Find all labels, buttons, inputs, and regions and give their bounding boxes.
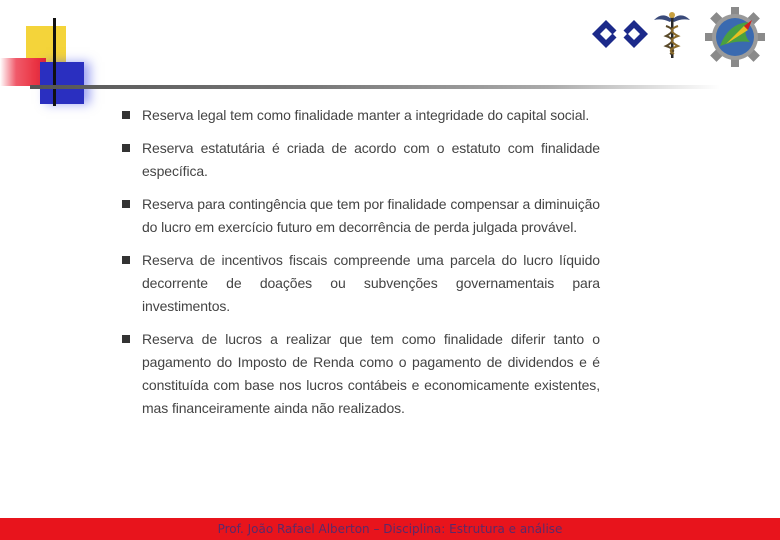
- decor-blue-square: [40, 62, 84, 104]
- bullet-square-icon: [122, 144, 130, 152]
- list-item: [120, 249, 600, 318]
- list-item-text: Reserva para contingência que tem por finalidade compensar a diminuição do lucro em exercício futuro em decorrência de perda julgada provável.: [142, 196, 600, 235]
- bullet-list: [120, 104, 600, 430]
- footer-bar: [0, 518, 780, 540]
- diamonds-logo-icon: [590, 16, 650, 52]
- list-item-text: Reserva de incentivos fiscais compreende uma parcela do lucro líquido decorrente de doações ou subvenções governamentais para investimentos.: [142, 252, 600, 314]
- bullet-square-icon: [122, 111, 130, 119]
- list-item-text: Reserva de lucros a realizar que tem como finalidade diferir tanto o pagamento do Imposto de Renda como o pagamento de dividendos e é constituída com base nos lucros contábeis e economicamente existentes, mas financeiramente ainda não realizados.: [142, 331, 600, 416]
- caduceus-logo-icon: [652, 8, 692, 60]
- list-item: [120, 137, 600, 183]
- bullet-square-icon: [122, 335, 130, 343]
- bullet-square-icon: [122, 200, 130, 208]
- decor-vertical-line: [53, 18, 56, 106]
- list-item: [120, 104, 600, 127]
- list-item: [120, 193, 600, 239]
- list-item: [120, 328, 600, 420]
- header-divider: [30, 85, 720, 89]
- bullet-square-icon: [122, 256, 130, 264]
- list-item-text: Reserva legal tem como finalidade manter a integridade do capital social.: [142, 107, 590, 123]
- gear-logo-icon: [704, 6, 766, 68]
- footer-text: Prof. João Rafael Alberton – Disciplina: Estrutura e análise: [217, 522, 563, 536]
- list-item-text: Reserva estatutária é criada de acordo com o estatuto com finalidade específica.: [142, 140, 600, 179]
